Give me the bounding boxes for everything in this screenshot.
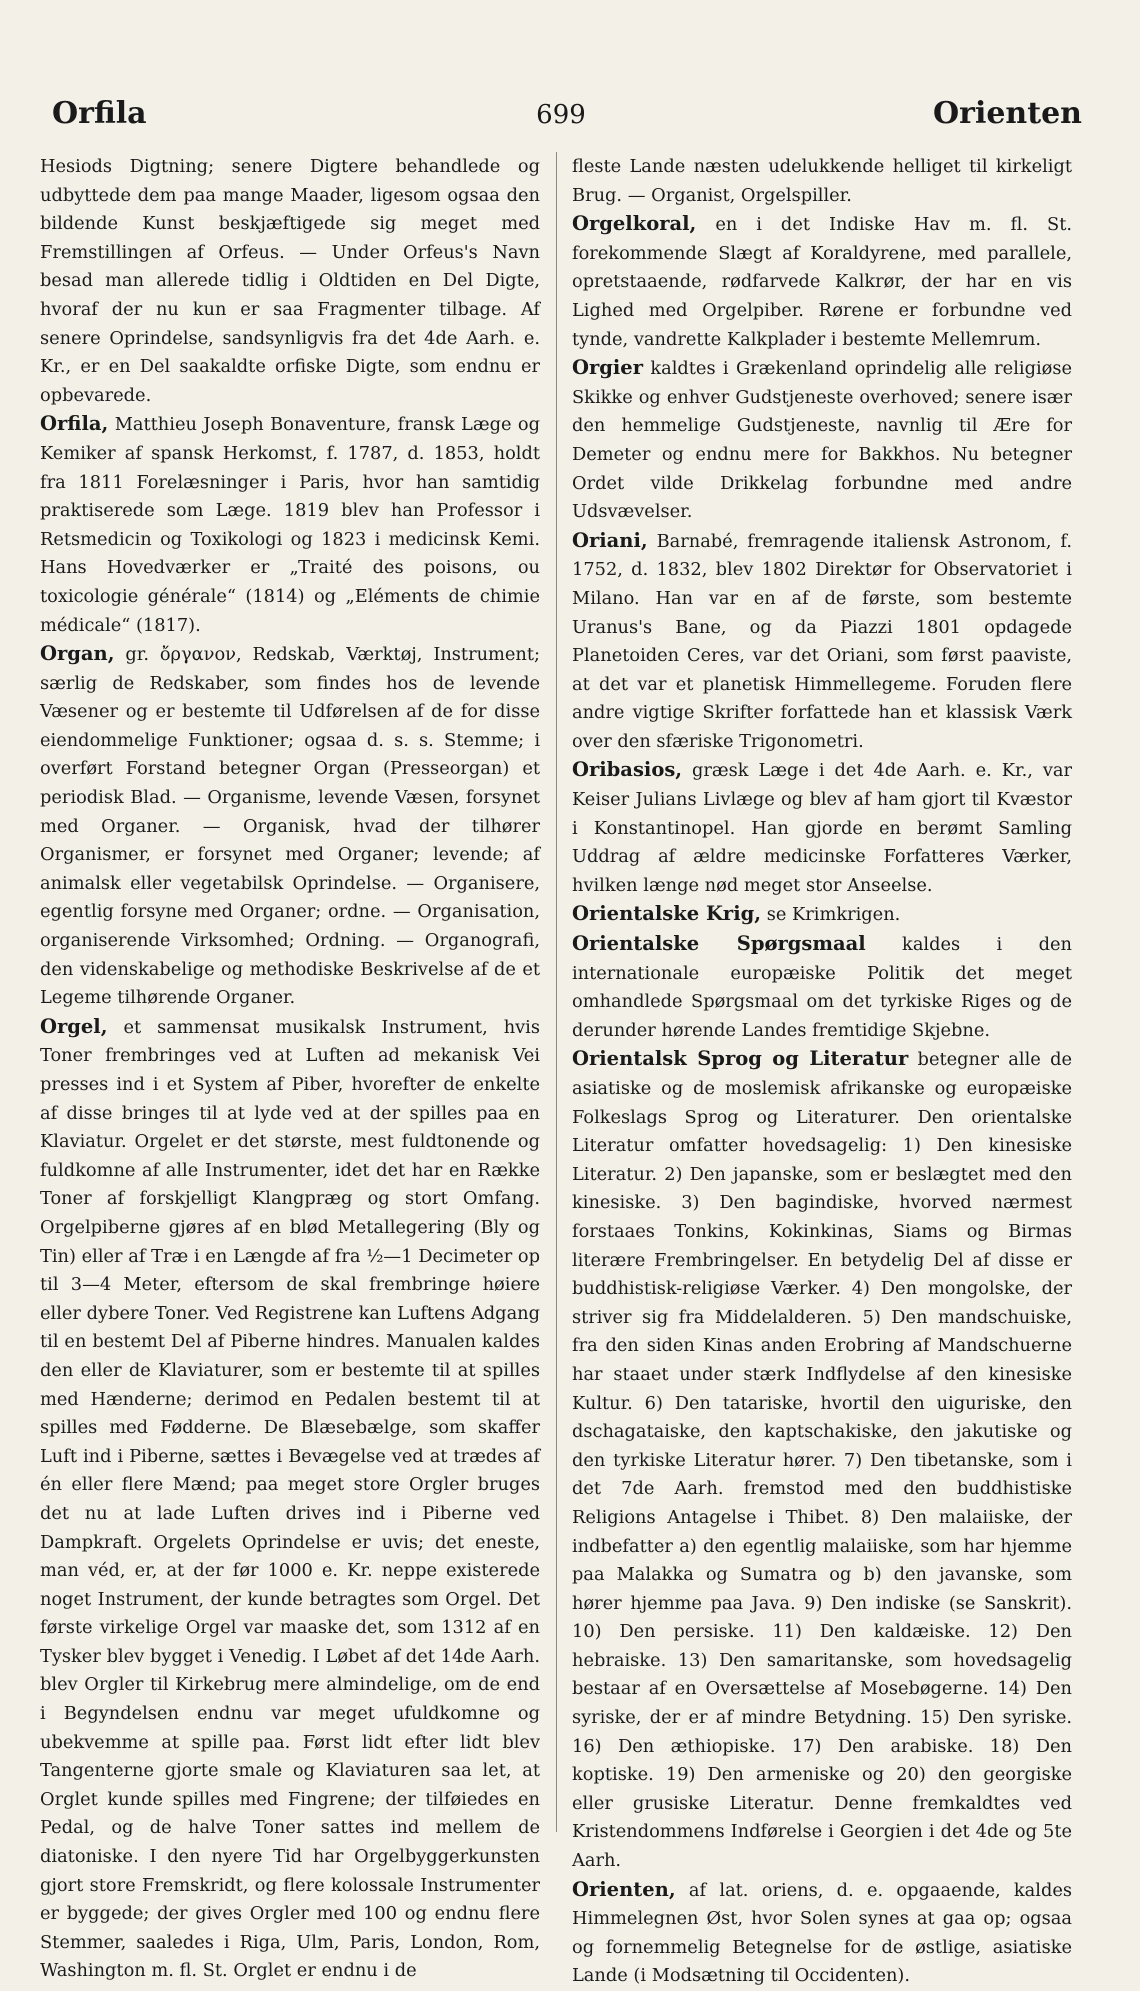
entry-headword: Oriani, — [572, 528, 648, 552]
entry-orgier — [572, 354, 1072, 527]
entry-text: Hesiods Digtning; senere Digtere behandlede og udbyttede dem paa mange Maader, ligesom ogsaa den bildende Kunst beskjæftigede sig meget med Fremstillingen af Orfeus. — Under Orfeus's Navn besad man allerede tidlig i Oldtiden en Del Digte, hvoraf der nu kun er saa Fragmenter tilbage. Af senere Oprindelse, sandsynligvis fra det 4de Aarh. e. Kr., er en Del saakaldte orfiske Digte, som endnu er opbevarede. — [40, 156, 540, 406]
entry-orientalske-krig — [572, 900, 1072, 930]
entry-oriani — [572, 527, 1072, 757]
running-head-right: Orienten — [933, 96, 1082, 131]
entry-headword: Orgelkoral, — [572, 212, 697, 236]
entry-text: Matthieu Joseph Bonaventure, fransk Læge og Kemiker af spansk Herkomst, f. 1787, d. 1853, holdt fra 1811 Forelæsninger i Paris, hvor han samtidig praktiserede som Læge. 1819 blev han Professor i Retsmedicin og Toxikologi og 1823 i medicinsk Kemi. Hans Hovedværker er „Traité des poisons, ou toxicologie générale“ (1814) og „Eléments de chimie médicale“ (1817). — [40, 414, 540, 636]
entry-headword: Oribasios, — [572, 758, 683, 782]
entry-text: af lat. oriens, d. e. opgaaende, kaldes Himmelegnen Øst, hvor Solen synes at gaa op; ogsaa og fornemmelig Betegnelse for de østlige, asiatiske Lande (i Modsætning til Occidenten). — [572, 1879, 1072, 1987]
page-number: 699 — [536, 100, 586, 130]
entry-text: betegner alle de asiatiske og de moslemisk afrikanske og europæiske Folkeslags Sprog og Literaturer. Den orientalske Literatur omfatter hovedsagelig: 1) Den kinesiske Literatur. 2) Den japanske, som er beslægtet med den kinesiske. 3) Den bagindiske, hvorved nærmest forstaaes Tonkins, Kokinkinas, Siams og Birmas literære Frembringelser. En betydelig Del af disse er buddhistisk-religiøse Værker. 4) Den mongolske, der striver sig fra Middelalderen. 5) Den mandschuiske, fra den siden Kinas anden Erobring af Mandschuerne har staaet under stærk Indflydelse af den kinesiske Kultur. 6) Den tatariske, hvortil den uiguriske, den dschagataiske, den kaptschakiske, den jakutiske og den tyrkiske Literatur hører. 7) Den tibetanske, som i det 7de Aarh. fremstod med den buddhistiske Religions Antagelse i Thibet. 8) Den malaiiske, der indbefatter a) den egentlig malaiiske, som har hjemme paa Malakka og Sumatra og b) den javanske, som hører hjemme paa Java. 9) Den indiske (se Sanskrit). 10) Den persiske. 11) Den kaldæiske. 12) Den hebraiske. 13) Den samaritanske, som hovedsagelig bestaar af en Oversættelse af Mosebøgerne. 14) Den syriske, der er af mindre Betydning. 15) Den syriske. 16) Den æthiopiske. 17) Den arabiske. 18) Den koptiske. 19) Den armeniske og 20) den georgiske eller grusiske Literatur. Denne fremkaldtes ved Kristendommens Indførelse i Georgien i det 4de og 5te Aarh. — [572, 1049, 1072, 1872]
entry-orgel — [40, 1013, 540, 1986]
entry-oribasios — [572, 756, 1072, 900]
entry-organ — [40, 640, 540, 1013]
entry-headword: Orientalske Spørgsmaal — [572, 932, 866, 956]
entry-text: en i det Indiske Hav m. fl. St. forekommende Slægt af Koraldyrene, med parallele, opretstaaende, rødfarvede Kalkrør, der har en vis Lighed med Orgelpiber. Rørene er forbundne ved tynde, vandrette Kalkplader i bestemte Mellemrum. — [572, 214, 1072, 350]
column-divider — [556, 152, 557, 1832]
running-head-left: Orfila — [52, 96, 147, 131]
entry-headword: Organ, — [40, 642, 115, 666]
left-column — [40, 152, 540, 1986]
entry-text: kaldes i den internationale europæiske Politik det meget omhandlede Spørgsmaal om det tyrkiske Riges og de derunder hørende Landes fremtidige Skjebne. — [572, 934, 1072, 1041]
entry-orientalsk-sprog — [572, 1045, 1072, 1875]
page-header — [40, 96, 1082, 142]
entry-headword: Orgier — [572, 356, 643, 380]
entry-headword: Orientalske Krig, — [572, 902, 762, 926]
entry-orfila — [40, 410, 540, 640]
entry-orgel-continued — [572, 152, 1072, 210]
entry-text: gr. ὄργανον, Redskab, Værktøj, Instrument; særlig de Redskaber, som findes hos de levende Væsener og er bestemte til Udførelsen af de for disse eiendommelige Funktioner; ogsaa d. s. s. Stemme; i overført Forstand betegner Organ (Presseorgan) et periodisk Blad. — Organisme, levende Væsen, forsynet med Organer. — Organisk, hvad der tilhører Organismer, er forsynet med Organer; levende; af animalsk eller vegetabilsk Oprindelse. — Organisere, egentlig forsyne med Organer; ordne. — Organisation, organiserende Virksomhed; Ordning. — Organografi, den videnskabelige og methodiske Beskrivelse af de et Legeme tilhørende Organer. — [40, 644, 540, 1009]
entry-headword: Orienten, — [572, 1877, 676, 1901]
right-column — [572, 152, 1072, 1991]
entry-orfeus-continued — [40, 152, 540, 410]
entry-text: et sammensat musikalsk Instrument, hvis Toner frembringes ved at Luften ad mekanisk Vei presses ind i et System af Piber, hvorefter de enkelte af disse bringes til at lyde ved at der spilles paa en Klaviatur. Orgelet er det største, mest fuldtonende og fuldkomne af alle Instrumenter, idet det har en Række Toner af forskjelligt Klangpræg og stort Omfang. Orgelpiberne gjøres af en blød Metallegering (Bly og Tin) eller af Træ i en Længde af fra ½—1 Decimeter op til 3—4 Meter, eftersom de skal frembringe høiere eller dybere Toner. Ved Registrene kan Luftens Adgang til en bestemt Del af Piberne hindres. Manualen kaldes den eller de Klaviaturer, som er bestemte til at spilles med Hænderne; derimod en Pedalen bestemt til at spilles med Fødderne. De Blæsebælge, som skaffer Luft ind i Piberne, sættes i Bevægelse ved at trædes af én eller flere Mænd; paa meget store Orgler bruges det nu at lade Luften drives ind i Piberne ved Dampkraft. Orgelets Oprindelse er uvis; det eneste, man véd, er, at der før 1000 e. Kr. neppe existerede noget Instrument, der kunde betragtes som Orgel. Det første virkelige Orgel var maaske det, som 1312 af en Tysker blev bygget i Venedig. I Løbet af det 14de Aarh. blev Orgler til Kirkebrug mere almindelige, om de end i Begyndelsen endnu var meget ufuldkomne og ubekvemme at spille paa. Først lidt efter lidt blev Tangenterne gjorte smale og Klaviaturen saa let, at Orglet kunde spilles med Fingrene; der tilføiedes en Pedal, og de halve Toner sattes ind mellem de diatoniske. I den nyere Tid har Orgelbyggerkunsten gjort store Fremskridt, og flere kolossale Instrumenter er byggede; der gives Orgler med 100 og endnu flere Stemmer, saaledes i Riga, Ulm, Paris, London, Rom, Washington m. fl. St. Orglet er endnu i de — [40, 1016, 540, 1982]
entry-text: fleste Lande næsten udelukkende helliget til kirkeligt Brug. — Organist, Orgelspiller. — [572, 156, 1072, 206]
entry-headword: Orientalsk Sprog og Literatur — [572, 1047, 909, 1071]
entry-text: græsk Læge i det 4de Aarh. e. Kr., var Keiser Julians Livlæge og blev af ham gjort til Kvæstor i Konstantinopel. Han gjorde en berømt Samling Uddrag af ældre medicinske Forfatteres Værker, hvilken længe nød meget stor Anseelse. — [572, 760, 1072, 896]
entry-orienten — [572, 1876, 1072, 1991]
entry-text: kaldtes i Grækenland oprindelig alle religiøse Skikke og enhver Gudstjeneste overhoved; senere især den hemmelige Gudstjeneste, navnlig til Ære for Demeter og endnu mere for Bakkhos. Nu betegner Ordet vilde Drikkelag forbundne med andre Udsvævelser. — [572, 358, 1072, 523]
entry-orgelkoral — [572, 210, 1072, 354]
entry-text: se Krimkrigen. — [761, 904, 901, 926]
entry-text: Barnabé, fremragende italiensk Astronom, f. 1752, d. 1832, blev 1802 Direktør for Observatoriet i Milano. Han var en af de første, som bestemte Uranus's Bane, og da Piazzi 1801 opdagede Planetoiden Ceres, var det Oriani, som først paaviste, at det var et planetisk Himmellegeme. Foruden flere andre vigtige Skrifter forfattede han et klassisk Værk over den sfæriske Trigonometri. — [572, 530, 1072, 752]
entry-orientalske-spoergsmaal — [572, 930, 1072, 1045]
entry-headword: Orgel, — [40, 1014, 108, 1038]
entry-headword: Orfila, — [40, 412, 109, 436]
